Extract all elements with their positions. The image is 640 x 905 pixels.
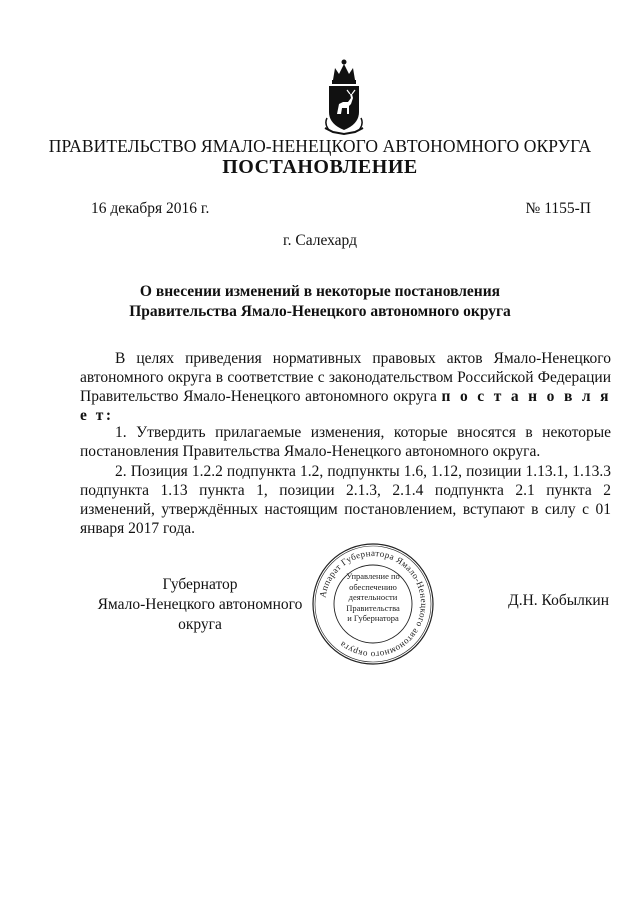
stamp-ring-text: Аппарат Губернатора Ямало-Ненецкого автономного округа xyxy=(317,547,430,661)
stamp-line-5: и Губернатора xyxy=(347,613,399,623)
document-type: ПОСТАНОВЛЕНИЕ xyxy=(222,156,418,178)
document-subject xyxy=(0,282,640,322)
signatory-name: Д.Н. Кобылкин xyxy=(508,592,609,609)
stamp-line-4: Правительства xyxy=(346,602,400,613)
item-1-text: 1. Утвердить прилагаемые изменения, которые вносятся в некоторые постановления Правительства Ямало-Ненецкого автономного округа. xyxy=(80,424,611,460)
preamble-text: В целях приведения нормативных правовых актов Ямало-Ненецкого автономного округа в соответствие с законодательством Российской Федерации Правительство Ямало-Ненецкого автономного округа xyxy=(80,350,611,405)
stamp-line-3: деятельности xyxy=(348,592,398,602)
stamp-center-text xyxy=(338,571,408,624)
item-2-paragraph xyxy=(80,462,611,538)
item-1-paragraph xyxy=(80,423,611,461)
signatory-position xyxy=(80,575,320,635)
document-city: г. Салехард xyxy=(283,232,357,249)
coat-of-arms-emblem xyxy=(321,58,367,136)
subject-line-1: О внесении изменений в некоторые постановления xyxy=(139,283,501,300)
stamp-line-2: обеспечению xyxy=(349,581,397,592)
item-2-text: 2. Позиция 1.2.2 подпункта 1.2, подпункты 1.6, 1.12, позиции 1.13.1, 1.13.3 подпункта 1.13 пункта 1, позиции 2.1.3, 2.1.4 подпункта 2.1 пункта 2 изменений, утверждённых настоящим постановлением, вступают в силу с 01 января 2017 года. xyxy=(80,463,611,537)
government-title: ПРАВИТЕЛЬСТВО ЯМАЛО-НЕНЕЦКОГО АВТОНОМНОГО ОКРУГА xyxy=(48,136,592,156)
preamble-paragraph xyxy=(80,349,611,425)
position-line-2: Ямало-Ненецкого автономного округа xyxy=(97,596,303,633)
resolves-text: п о с т а н о в л я е т: xyxy=(80,388,612,424)
stamp-line-1: Управление по xyxy=(346,571,400,581)
position-line-1: Губернатор xyxy=(162,576,238,593)
subject-line-2: Правительства Ямало-Ненецкого автономного округа xyxy=(129,303,511,320)
document-date: 16 декабря 2016 г. xyxy=(91,200,210,217)
document-number: № 1155-П xyxy=(525,200,591,217)
